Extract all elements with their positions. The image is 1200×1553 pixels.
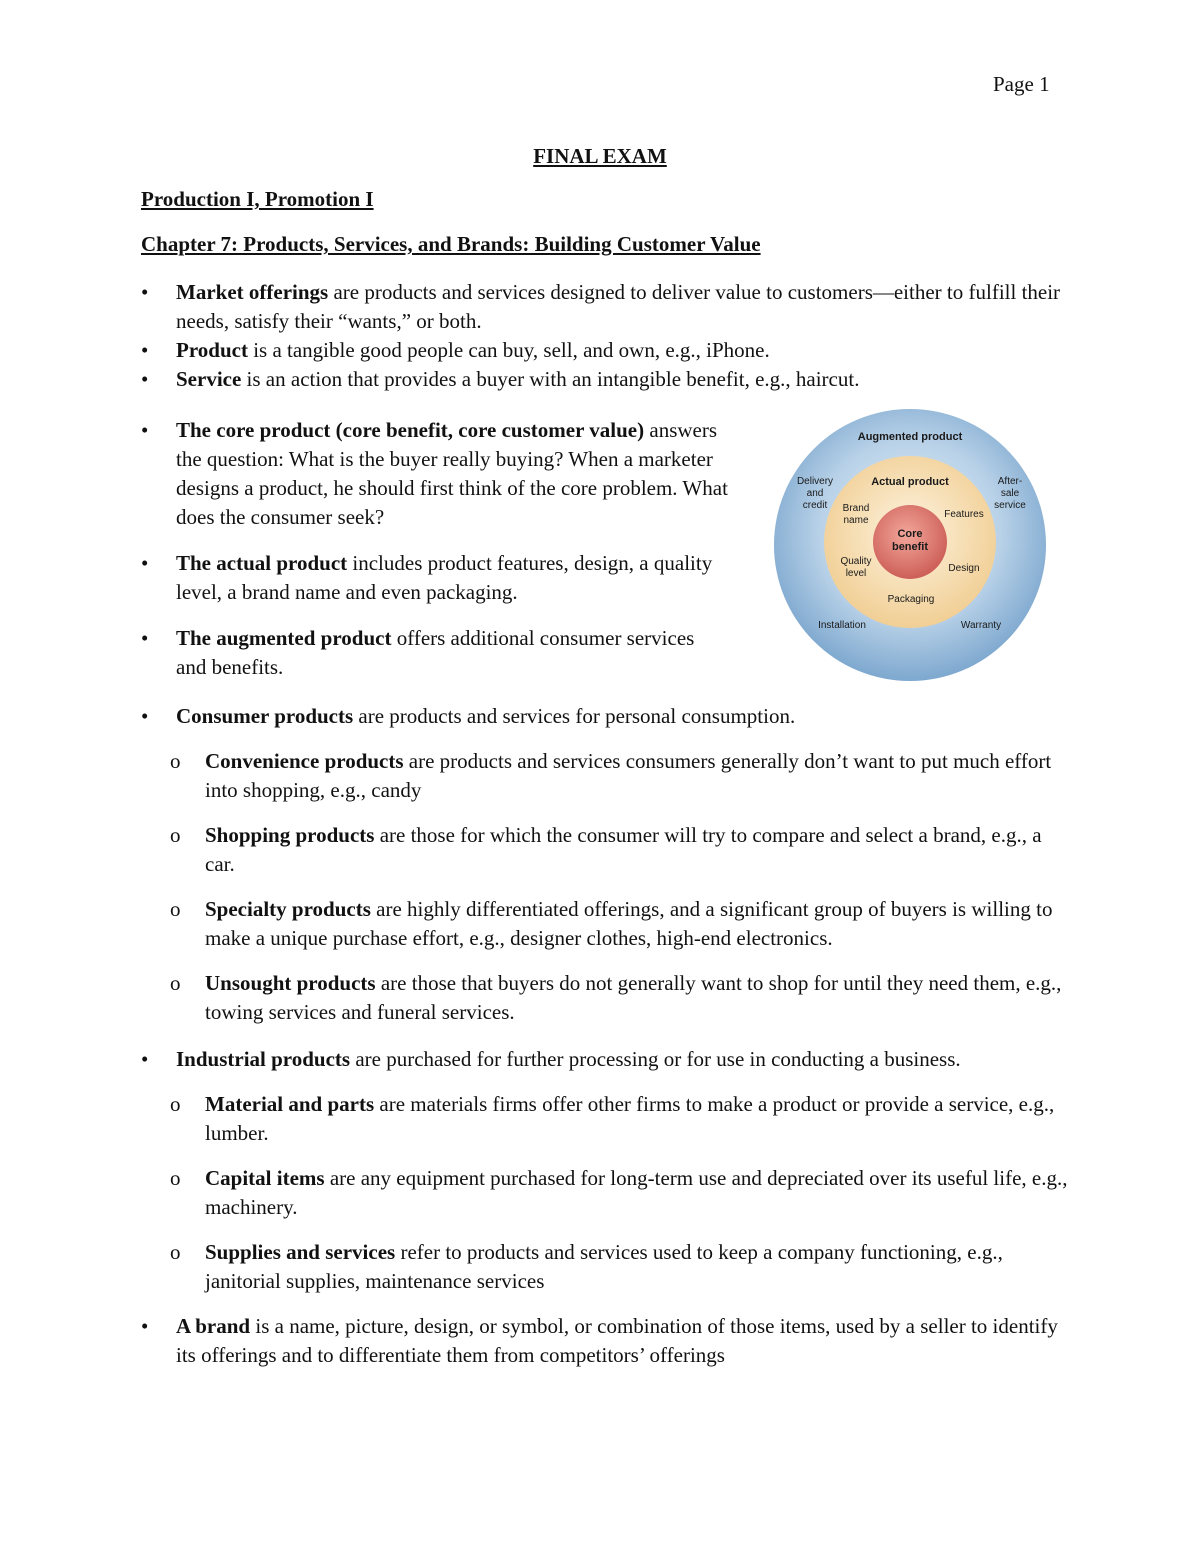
definition: is an action that provides a buyer with an intangible benefit, e.g., haircut. [241,367,860,391]
installation-label: Installation [818,620,866,631]
brand-label-2: name [843,515,869,526]
definition: offers additional consumer services and benefits. [176,626,695,679]
packaging-label: Packaging [887,594,935,605]
term: Specialty products [205,897,371,921]
sub-bullet: o [170,1166,181,1190]
page-number: Page 1 [993,72,1050,96]
term: The actual product [176,551,348,575]
definition-list-industrial [141,1045,1071,1370]
list-item [141,1045,1071,1074]
list-item [141,624,696,682]
course-heading: Production I, Promotion I [141,187,374,211]
brand-label-1: Brand [842,503,870,514]
sub-bullet: o [170,823,181,847]
sub-list-item [141,895,1071,953]
actual-label: Actual product [871,476,949,488]
list-item [141,549,741,607]
bullet: • [141,1047,149,1071]
core-label-line2: benefit [891,541,929,553]
definition: are highly differentiated offerings, and a significant group of buyers is willing to make a unique purchase effort, e.g., designer clothes, high-end electronics. [205,897,1053,950]
definition: are those for which the consumer will try to compare and select a brand, e.g., a car. [205,823,1042,876]
list-item [141,365,1071,394]
quality-label-2: level [845,568,867,579]
bullet: • [141,280,149,304]
term: Product [176,338,248,362]
definition: are those that buyers do not generally want to shop for until they need them, e.g., towing services and funeral services. [205,971,1062,1024]
sub-bullet: o [170,897,181,921]
term: Industrial products [176,1047,351,1071]
warranty-label: Warranty [960,620,1002,631]
quality-label-1: Quality [840,556,872,567]
definition: answers the question: What is the buyer really buying? When a marketer designs a product, he should first think of the core problem. What does the consumer seek? [176,418,728,529]
definition: refer to products and services used to keep a company functioning, e.g., janitorial supplies, maintenance services [205,1240,1003,1293]
sub-list-item [141,1090,1071,1148]
definition: is a tangible good people can buy, sell, and own, e.g., iPhone. [247,338,770,362]
design-label: Design [948,563,980,574]
sub-list-item [141,747,1071,805]
list-item [141,336,1071,365]
term: Consumer products [176,704,354,728]
bullet: • [141,338,149,362]
sub-bullet: o [170,1240,181,1264]
sub-list-item [141,969,1071,1027]
sub-bullet: o [170,971,181,995]
definition-list-top [141,278,1071,394]
document-title: FINAL EXAM [533,144,667,168]
term: Capital items [205,1166,325,1190]
chapter-heading: Chapter 7: Products, Services, and Brands: Building Customer Value [141,232,761,256]
bullet: • [141,418,149,442]
sub-bullet: o [170,749,181,773]
definition: are any equipment purchased for long-term use and depreciated over its useful life, e.g., machinery. [205,1166,1068,1219]
term: Material and parts [205,1092,375,1116]
term: The core product (core benefit, core customer value) [176,418,645,442]
after-sale-label-2: sale [1000,488,1020,499]
list-item [141,416,741,532]
term: A brand [176,1314,251,1338]
bullet: • [141,1314,149,1338]
sub-list-item [141,821,1071,879]
core-label-line1: Core [897,528,923,540]
sub-list-item [141,1238,1071,1296]
bullet: • [141,551,149,575]
list-item [141,1312,1071,1370]
term: Convenience products [205,749,404,773]
list-item [141,278,1071,336]
term: Unsought products [205,971,376,995]
definition: is a name, picture, design, or symbol, or combination of those items, used by a seller to identify its offerings and to differentiate them from competitors’ offerings [176,1314,1058,1367]
list-item [141,702,1071,731]
definition: are products and services consumers generally don’t want to put much effort into shopping, e.g., candy [205,749,1052,802]
augmented-label: Augmented product [857,431,963,443]
features-label: Features [944,509,984,520]
bullet: • [141,367,149,391]
delivery-label-2: and [806,488,824,499]
bullet: • [141,626,149,650]
product-levels-diagram [768,405,1056,690]
term: Supplies and services [205,1240,396,1264]
definition-list-consumer [141,702,1071,1043]
definition: includes product features, design, a quality level, a brand name and even packaging. [176,551,713,604]
delivery-label-3: credit [802,500,828,511]
term: Shopping products [205,823,375,847]
term: Market offerings [176,280,329,304]
definition: are products and services for personal consumption. [353,704,796,728]
definition-list-product-levels [141,416,741,682]
bullet: • [141,704,149,728]
sub-bullet: o [170,1092,181,1116]
after-sale-label-3: service [994,500,1026,511]
term: Service [176,367,242,391]
after-sale-label-1: After- [997,476,1023,487]
delivery-label-1: Delivery [796,476,834,487]
term: The augmented product [176,626,392,650]
sub-list-item [141,1164,1071,1222]
definition: are products and services designed to deliver value to customers—either to fulfill their needs, satisfy their “wants,” or both. [176,280,1061,333]
definition: are materials firms offer other firms to make a product or provide a service, e.g., lumber. [205,1092,1055,1145]
definition: are purchased for further processing or for use in conducting a business. [350,1047,961,1071]
